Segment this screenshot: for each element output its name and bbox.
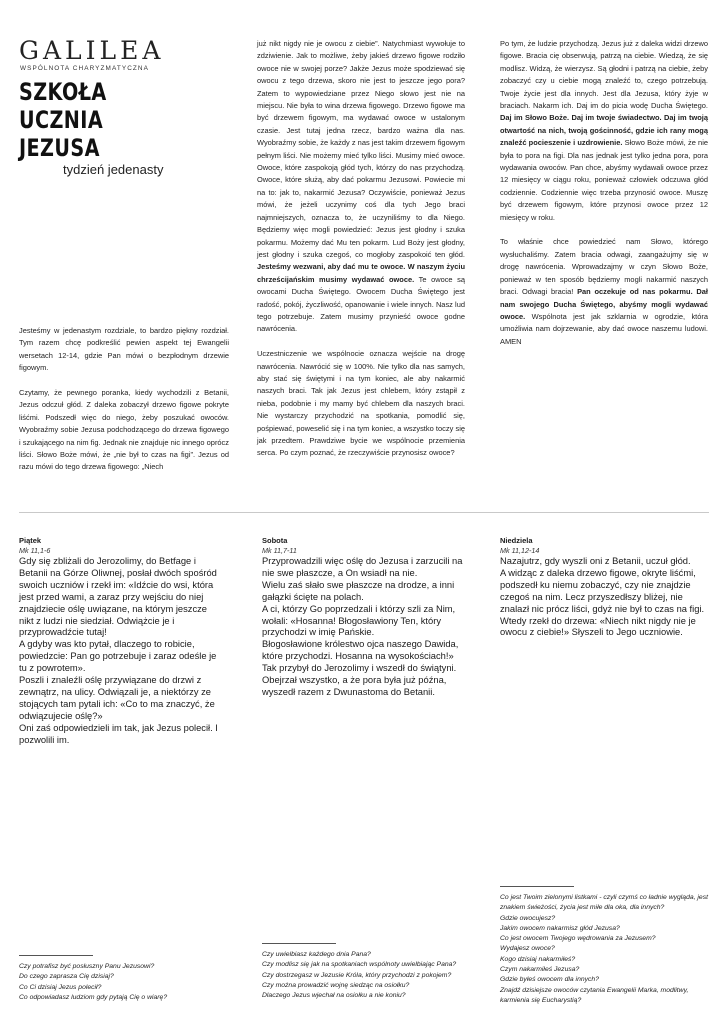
questions-rule: [500, 886, 574, 887]
question: Dlaczego Jezus wjechał na osiołku a nie koniu?: [262, 992, 406, 1000]
intro-column: [19, 325, 229, 486]
middle-column: [257, 38, 465, 472]
right-text-b: Słowo Boże mówi, że nie była to pora na figi. Dla nas jednak jest tylko jedna pora, pora wydawania owoców. Pan chce, abyśmy wydawali owoce przez 12 miesięcy w ciągu roku, ponieważ człowiek odczuwa głód codziennie. Codziennie więc trzeba przynosić owoce. Muszę być drzewem figowym, które przynosi owoce przez 12 miesięcy w roku.: [500, 138, 708, 222]
middle-text-bold: Jesteśmy wezwani, aby dać mu te owoce. W naszym życiu chrześcijańskim musimy wydawać owoce.: [257, 262, 465, 284]
scripture-reference: Mk 11,1-6: [19, 546, 51, 555]
middle-paragraph-2: Uczestniczenie we wspólnocie oznacza wejście na drogę nawrócenia. Nawrócić się w 100%. Nie tylko dla nas samych, aby stać się świętymi i na tym koniec, ale aby nakarmić naszych braci. Tak jak Jezus jest chlebem, który zstąpił z nieba, podobnie i my mamy być chlebem dla naszych braci. Nie wystarczy przychodzić na spotkania, pomodlić się, pośpiewać, poweselić się i na tym koniec, a wszystko toczy się jak przedtem. Prawdziwe bycie we wspólnocie przemienia serca. Po czym poznać, że rzeczywiście przynosisz owoce?: [257, 349, 465, 458]
right-text-d: Wspólnota jest jak szklarnia w ogrodzie, która umożliwia nam dojrzewanie, aby dać owoce naszemu ludowi. AMEN: [500, 311, 708, 346]
title-line-1: SZKOŁA: [19, 78, 107, 106]
scripture-text: [500, 556, 705, 639]
day-name: Sobota: [262, 536, 288, 545]
question: Wydajesz owoce?: [500, 945, 555, 953]
title-line-2: UCZNIA JEZUSA: [19, 106, 104, 162]
right-text-c: To właśnie chce powiedzieć nam Słowo, którego wysłuchaliśmy. Zatem bracia odwagi, zaangażujmy się w drogę nawrócenia. Wprowadzajmy w czyn Słowo Boże, ponieważ w ten sposób będziemy mogli nakarmić naszych braci. Odwagi bracia!: [500, 237, 708, 297]
page-subtitle: tydzień jedenasty: [63, 162, 164, 177]
scripture-text: [262, 556, 467, 699]
header-brand: [19, 38, 189, 177]
scripture-line: Poszli i znaleźli oślę przywiązane do drzwi z zewnątrz, na ulicy. Odwiązali je, a niektórzy ze stojących tam pytali ich: «Co to ma znaczyć, że odwiązujecie oślę?»: [19, 675, 215, 721]
question: Co Ci dzisiaj Jezus polecił?: [19, 983, 102, 991]
day-saturday: [262, 536, 467, 699]
right-text-a: Po tym, że ludzie przychodzą. Jezus już z daleka widzi drzewo figowe. Bracia cię obserwują, patrzą na ciebie. Wiedzą, że się modlisz. Widzą, że wierzysz. Są głodni i patrzą na ciebie, żeby zobaczyć czy u ciebie mogą znaleźć to, czego potrzebują. Twoje życie jest dla innych. Jest dla Jezusa, który żyje w braciach. Nakarm ich. Daj im do picia wodę Ducha Świętego.: [500, 39, 708, 111]
middle-text-b: Te owoce są owocami Ducha Świętego. Owocem Ducha Świętego jest radość, pokój, życzliwość, opanowanie i wiele innych. Nasz lud tego potrzebuje. Zatem musimy przynieść owoce godne nawrócenia.: [257, 274, 466, 334]
middle-text-a: już nikt nigdy nie je owocu z ciebie”. Natychmiast wywołuje to zdziwienie. Jak to możliwe, żeby jakieś drzewo figowe rodziło owoce nie w swojej porze? Jakże Jezus może spodziewać się owocu z tego drzewa, skoro nie jest to jeszcze jego pora? Zatem to wypowiedziane przez Niego słowo jest nie na miejscu. Nie była to wina drzewa figowego. Drzewo figowe ma być drzewem figowym, ma wydawać owoce w ustalonym czasie. Jest tutaj jedna rzecz, bardzo ważna dla nas. Wyobraźmy sobie, że każdy z nas jest takim drzewem figowym pełnym liści. Nie możemy mieć tylko liści. Musimy mieć owoce. Owoce, które zaspokoją głód tych, którzy do nas przychodzą. Owoce, które służą, aby dać pokarmu Jezusowi. Powiecie mi na to: jak to, nakarmić Jezusa? Oczywiście, ponieważ Jezus mówi, że jeżeli uczynimy coś dla tych Jego braci najmniejszych, oznacza to, że uczyniliśmy to dla Niego. Będziemy więc mogli powiedzieć: Jezus jest głodny i szuka pokarmu. Możemy dać Mu ten pokarm. Lud Boży jest głodny, jest głodny i szuka czegoś, co mogłoby zaspokoić ten głód.: [257, 39, 465, 259]
question: Gdzie owocujesz?: [500, 914, 556, 922]
day-name: Piątek: [19, 536, 42, 545]
scripture-line: Wielu zaś słało swe płaszcze na drodze, a inni gałązki ścięte na polach.: [262, 579, 455, 602]
day-name: Niedziela: [500, 536, 533, 545]
scripture-reference: Mk 11,12-14: [500, 546, 540, 555]
right-text-bold-2: Pan oczekuje od nas pokarmu. Dał nam swojego Ducha Świętego, abyśmy mogli wydawać owoce.: [500, 287, 708, 321]
questions-friday: [19, 955, 229, 1003]
scripture-line: Wtedy rzekł do drzewa: «Niech nikt nigdy nie je owocu z ciebie!» Słyszeli to Jego uczniowie.: [500, 615, 696, 638]
section-divider: [19, 512, 709, 513]
right-paragraph-2: [500, 236, 708, 348]
day-friday: [19, 536, 224, 747]
questions-rule: [19, 955, 93, 956]
question: Gdzie byłeś owocem dla innych?: [500, 976, 599, 984]
scripture-line: Oni zaś odpowiedzieli im tak, jak Jezus polecił. I pozwolili im.: [19, 722, 218, 745]
page-title: [19, 78, 155, 162]
question: Czy można prowadzić wojnę siedząc na osiołku?: [262, 981, 410, 989]
question: Jakim owocem nakarmisz głód Jezusa?: [500, 924, 620, 932]
day-sunday: [500, 536, 705, 639]
right-text-bold: Daj im Słowo Boże. Daj im twoje świadectwo. Daj im twoją otwartość na nich, twoją gościnność, gdzie ich rany mogą znaleźć pocieszenie i uzdrowienie.: [500, 113, 708, 148]
question: Czy uwielbiasz każdego dnia Pana?: [262, 951, 371, 958]
scripture-line: A widząc z daleka drzewo figowe, okryte liśćmi, podszedł ku niemu zobaczyć, czy nie znajdzie czegoś na nim. Lecz przyszedłszy bliżej, nie znalazł nic prócz liści, gdyż nie był to czas na figi.: [500, 567, 705, 614]
question: Czy dostrzegasz w Jezusie Króla, który przychodzi z pokojem?: [262, 971, 452, 979]
questions-sunday: [500, 886, 710, 1006]
question: Znajdź dzisiejsze owoców czytania Ewangelii Marka, modlitwy, karmienia się Eucharystią?: [500, 986, 689, 1004]
logo-subtitle: WSPÓLNOTA CHARYZMATYCZNA: [20, 65, 150, 72]
scripture-line: A gdyby was kto pytał, dlaczego to robicie, powiedzcie: Pan go potrzebuje i zaraz odeśle je tu z powrotem».: [19, 639, 217, 674]
right-paragraph-1: [500, 38, 708, 224]
question: Czy modlisz się jak na spotkaniach wspólnoty uwielbiając Pana?: [262, 961, 457, 969]
question: Co jest owocem Twojego wędrowania za Jezusem?: [500, 935, 656, 943]
scripture-line: Tak przybył do Jerozolimy i wszedł do świątyni. Obejrzał wszystko, a że pora była już późna, wyszedł razem z Dwunastoma do Betanii.: [262, 663, 457, 697]
scripture-line: Przyprowadzili więc oślę do Jezusa i zarzucili na nie swe płaszcze, a On wsiadł na nie.: [262, 556, 463, 578]
scripture-line: Błogosławione królestwo ojca naszego Dawida, które przychodzi. Hosanna na wysokościach!»: [262, 639, 459, 662]
intro-paragraph-1: Jesteśmy w jedenastym rozdziale, to bardzo piękny rozdział. Tym razem chcę podkreślić pewien aspekt tej Ewangelii wersetach 12-14, gdzie Pan mówi o bezpłodnym drzewie figowym.: [19, 326, 229, 373]
question: Czy potrafisz być posłuszny Panu Jezusowi?: [19, 963, 155, 970]
scripture-line: Gdy się zbliżali do Jerozolimy, do Betfage i Betanii na Górze Oliwnej, posłał dwóch spośród swoich uczniów i rzekł im: «Idźcie do wsi, która jest przed wami, a zaraz przy wejściu do niej znajdziecie oślę uwiązane, na którym jeszcze nikt z ludzi nie siedział. Odwiążcie je i przyprowadźcie tutaj!: [19, 556, 217, 638]
question: Co jest Twoim zielonymi listkami - czyli czymś co ładnie wygląda, jest znakiem świeżości, życia jest miłe dla oka, dla innych?: [500, 894, 708, 912]
question: Kogo dzisiaj nakarmiłeś?: [500, 955, 576, 963]
middle-paragraph-1: [257, 38, 465, 336]
questions-rule: [262, 943, 336, 944]
galilea-logo: GALILEA: [19, 36, 165, 65]
scripture-line: Nazajutrz, gdy wyszli oni z Betanii, uczuł głód.: [500, 556, 691, 566]
intro-paragraph-2: Czytamy, że pewnego poranka, kiedy wychodzili z Betanii, Jezus odczuł głód. Z daleka zobaczył drzewo figowe pokryte liśćmi. Podszedł więc do niego, żeby poszukać owoców. Wyobraźmy sobie Jezusa podchodzącego do drzewa figowego i szukającego na nim fig. Jednak nie znajduje nic innego oprócz liści. Słowo Boże mówi, że „nie był to czas na figi”. Jezus od razu mówi do tego drzewa figowego: „Niech: [19, 388, 229, 472]
questions-saturday: [262, 943, 472, 1001]
scripture-reference: Mk 11,7-11: [262, 546, 297, 555]
right-column: [500, 38, 708, 361]
question: Co odpowiadasz ludziom gdy pytają Cię o wiarę?: [19, 993, 168, 1001]
question: Do czego zaprasza Cię dzisiaj?: [19, 973, 114, 981]
scripture-line: A ci, którzy Go poprzedzali i którzy szli za Nim, wołali: «Hosanna! Błogosławiony Ten, który przychodzi w imię Pańskie.: [262, 603, 456, 638]
question: Czym nakarmiłeś Jezusa?: [500, 966, 580, 974]
scripture-text: [19, 556, 224, 747]
